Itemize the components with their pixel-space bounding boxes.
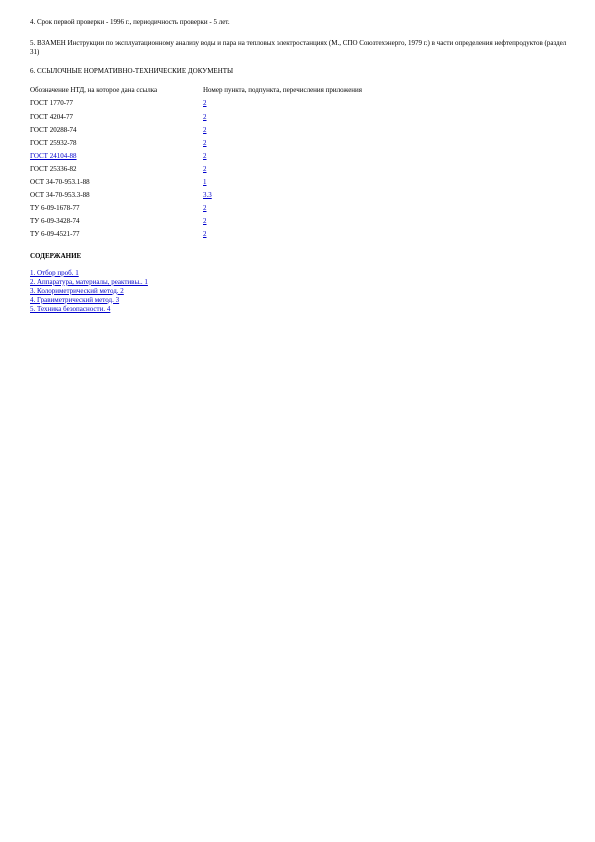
ref-link[interactable]: 3.3 (203, 191, 212, 200)
table-cell-ref (203, 178, 563, 191)
ref-link[interactable]: 2 (203, 151, 207, 160)
table-row (30, 191, 563, 204)
table-row (30, 113, 563, 126)
table-cell-ref (203, 217, 563, 230)
contents-link[interactable]: 1. Отбор проб. 1 (30, 268, 79, 277)
table-cell-ref (203, 152, 563, 165)
table-row (30, 204, 563, 217)
ref-link[interactable]: 2 (203, 125, 207, 134)
document-page (30, 18, 570, 314)
table-row (30, 178, 563, 191)
table-cell-ref (203, 165, 563, 178)
table-cell-doc: ГОСТ 25336-82 (30, 164, 77, 173)
table-cell-doc: ТУ 6-09-3428-74 (30, 217, 80, 226)
table-cell-ref (203, 126, 563, 139)
table-row (30, 152, 563, 165)
table-cell-doc: ГОСТ 25932-78 (30, 138, 77, 147)
table-row (30, 99, 563, 112)
table-cell-doc: ТУ 6-09-4521-77 (30, 230, 80, 239)
ref-link[interactable]: 1 (203, 178, 207, 187)
table-cell-doc (30, 152, 203, 165)
table-cell-ref (203, 204, 563, 217)
table-cell-doc: ГОСТ 1770-77 (30, 99, 74, 108)
contents-title: СОДЕРЖАНИЕ (30, 251, 82, 260)
ref-link[interactable]: 2 (203, 217, 207, 226)
paragraph-replaces: 5. ВЗАМЕН Инструкции по эксплуатационному анализу воды и пара на тепловых электростанциях (М., СПО Союзтехэнерго, 1979 г.) в части определения нефтепродуктов (раздел 31) (30, 39, 567, 57)
table-header-ref: Номер пункта, подпункта, перечисления приложения (203, 86, 363, 95)
table-cell-doc: ОСТ 34-70-953.1-88 (30, 178, 90, 187)
paragraph-verification-term: 4. Срок первой проверки - 1996 г., периодичность проверки - 5 лет. (30, 18, 230, 26)
section-title-references: 6. ССЫЛОЧНЫЕ НОРМАТИВНО-ТЕХНИЧЕСКИЕ ДОКУМЕНТЫ (30, 67, 234, 76)
table-cell-ref (203, 230, 563, 243)
contents-link[interactable]: 4. Гравиметрический метод. 3 (30, 295, 120, 304)
ref-link[interactable]: 2 (203, 230, 207, 239)
ref-link[interactable]: 2 (203, 164, 207, 173)
contents-link[interactable]: 5. Техника безопасности. 4 (30, 304, 111, 313)
table-row (30, 230, 563, 243)
table-row (30, 126, 563, 139)
table-header-doc: Обозначение НТД, на которое дана ссылка (30, 86, 158, 95)
ref-link[interactable]: 2 (203, 204, 207, 213)
table-header-row (30, 86, 563, 99)
table-cell-doc: ОСТ 34-70-953.3-88 (30, 191, 90, 200)
ref-link[interactable]: 2 (203, 99, 207, 108)
table-cell-ref (203, 139, 563, 152)
table-cell-ref (203, 99, 563, 112)
table-cell-ref (203, 113, 563, 126)
contents-list (30, 269, 570, 314)
contents-link[interactable]: 3. Колориметрический метод. 2 (30, 286, 124, 295)
table-cell-doc: ТУ 6-09-1678-77 (30, 204, 80, 213)
ref-link[interactable]: 2 (203, 112, 207, 121)
table-cell-ref (203, 191, 563, 204)
ref-link[interactable]: 2 (203, 138, 207, 147)
table-row (30, 139, 563, 152)
table-row (30, 165, 563, 178)
contents-link[interactable]: 2. Аппаратура, материалы, реактивы.. 1 (30, 277, 148, 286)
references-table (30, 86, 563, 243)
table-cell-doc: ГОСТ 4204-77 (30, 112, 74, 121)
table-row (30, 217, 563, 230)
table-cell-doc: ГОСТ 20288-74 (30, 125, 77, 134)
doc-link[interactable]: ГОСТ 24104-88 (30, 151, 77, 160)
